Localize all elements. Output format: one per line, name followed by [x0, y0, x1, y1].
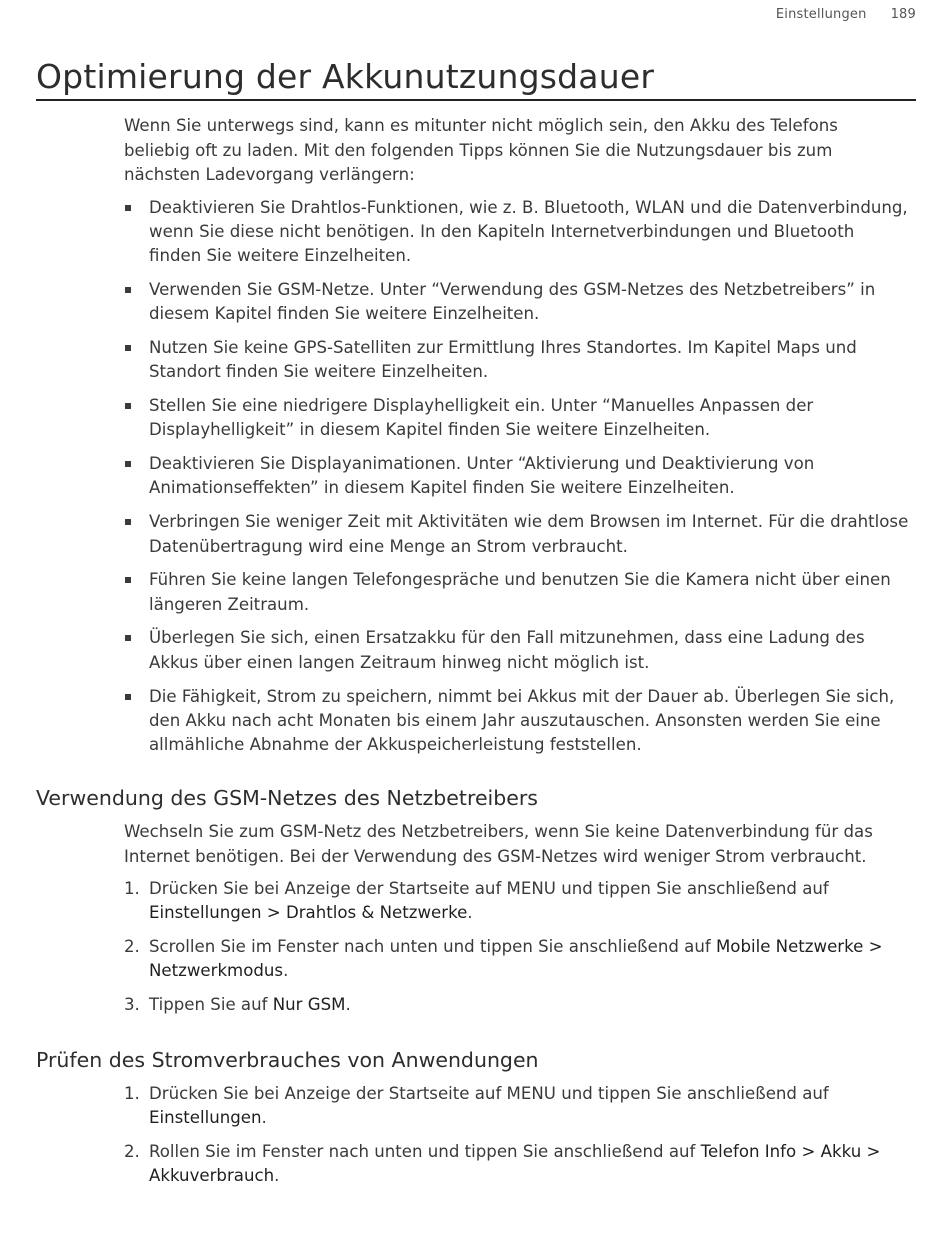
step-text: Tippen Sie auf	[149, 995, 273, 1015]
list-item	[124, 993, 909, 1017]
gsm-section-heading: Verwendung des GSM-Netzes des Netzbetreibers	[36, 786, 538, 810]
list-item	[124, 877, 909, 926]
power-usage-section	[0, 1046, 950, 1198]
bullet-icon	[125, 461, 131, 467]
menu-path: Mobile Netzwerke > Netzwerkmodus	[149, 937, 883, 981]
gsm-steps-list	[124, 877, 909, 1017]
gsm-intro-paragraph: Wechseln Sie zum GSM-Netz des Netzbetreibers, wenn Sie keine Datenverbindung für das Internet benötigen. Bei der Verwendung des GSM-Netzes wird weniger Strom verbraucht.	[124, 822, 873, 866]
step-number: 2.	[124, 937, 140, 957]
list-item	[124, 568, 909, 617]
tip-text: Verbringen Sie weniger Zeit mit Aktivitäten wie dem Browsen im Internet. Für die drahtlose Datenübertragung wird eine Menge an Strom verbraucht.	[149, 512, 909, 556]
tip-text: Nutzen Sie keine GPS-Satelliten zur Ermittlung Ihres Standortes. Im Kapitel Maps und Standort finden Sie weitere Einzelheiten.	[149, 337, 857, 382]
page-title: Optimierung der Akkunutzungsdauer	[36, 56, 916, 101]
power-steps-list	[124, 1082, 909, 1189]
page-header	[776, 7, 916, 22]
step-number: 2.	[124, 1142, 140, 1162]
step-text: Rollen Sie im Fenster nach unten und tippen Sie anschließend auf	[149, 1142, 701, 1162]
step-end: .	[283, 961, 289, 981]
step-number: 1.	[124, 1084, 140, 1103]
bullet-icon	[125, 635, 131, 641]
step-text: Drücken Sie bei Anzeige der Startseite auf MENU und tippen Sie anschließend auf	[149, 879, 829, 898]
list-item	[124, 336, 909, 385]
bullet-icon	[125, 205, 131, 211]
step-text: Drücken Sie bei Anzeige der Startseite auf MENU und tippen Sie anschließend auf	[149, 1084, 829, 1103]
bullet-icon	[125, 577, 131, 583]
step-end: .	[345, 995, 351, 1015]
bullet-icon	[125, 519, 131, 525]
tip-text: Die Fähigkeit, Strom zu speichern, nimmt bei Akkus mit der Dauer ab. Überlegen Sie sich, den Akku nach acht Monaten bis einem Jahr auszutauschen. Ansonsten werden Sie eine allmähliche Abnahme der Akkuspeicherleistung feststellen.	[149, 686, 895, 755]
tip-text: Deaktivieren Sie Displayanimationen. Unter “Aktivierung und Deaktivierung von Animationseffekten” in diesem Kapitel finden Sie weitere Einzelheiten.	[149, 454, 815, 498]
list-item	[124, 452, 909, 501]
tip-text: Überlegen Sie sich, einen Ersatzakku für den Fall mitzunehmen, dass eine Ladung des Akkus über einen langen Zeitraum hinweg nicht möglich ist.	[149, 628, 865, 672]
tips-list	[124, 196, 909, 758]
list-item	[124, 1140, 909, 1189]
tip-text: Deaktivieren Sie Drahtlos-Funktionen, wie z. B. Bluetooth, WLAN und die Datenverbindung, wenn Sie diese nicht benötigen. In den Kapiteln Internetverbindungen und Bluetooth finden Sie weitere Einzelheiten.	[149, 197, 908, 266]
bullet-icon	[125, 287, 131, 293]
tip-text: Führen Sie keine langen Telefongespräche und benutzen Sie die Kamera nicht über einen längeren Zeitraum.	[149, 570, 891, 614]
menu-path: Einstellungen	[149, 1108, 262, 1128]
bullet-icon	[125, 403, 131, 409]
menu-path: Einstellungen > Drahtlos & Netzwerke	[149, 903, 468, 923]
step-end: .	[261, 1108, 267, 1128]
step-text: Scrollen Sie im Fenster nach unten und tippen Sie anschließend auf	[149, 937, 716, 957]
list-item	[124, 510, 909, 559]
menu-path: Nur GSM	[272, 995, 346, 1015]
bullet-icon	[125, 345, 131, 351]
tip-text: Verwenden Sie GSM-Netze. Unter “Verwendung des GSM-Netzes des Netzbetreibers” in diesem Kapitel finden Sie weitere Einzelheiten.	[149, 279, 876, 324]
bullet-icon	[125, 694, 131, 700]
list-item	[124, 626, 909, 675]
battery-tips-section	[0, 114, 950, 767]
menu-path: Telefon Info > Akku > Akkuverbrauch	[149, 1142, 881, 1186]
running-header-section: Einstellungen	[775, 7, 867, 22]
page-number: 189	[890, 7, 916, 22]
intro-paragraph: Wenn Sie unterwegs sind, kann es mitunter nicht möglich sein, den Akku des Telefons beliebig oft zu laden. Mit den folgenden Tipps können Sie die Nutzungsdauer bis zum nächsten Ladevorgang verlängern:	[124, 116, 838, 184]
list-item	[124, 278, 909, 327]
step-number: 1.	[124, 879, 140, 898]
step-end: .	[274, 1166, 280, 1186]
step-end: .	[467, 903, 473, 923]
list-item	[124, 685, 909, 758]
gsm-network-section	[0, 784, 950, 1027]
list-item	[124, 935, 909, 984]
list-item	[124, 394, 909, 443]
list-item	[124, 196, 909, 269]
list-item	[124, 1082, 909, 1131]
power-section-heading: Prüfen des Stromverbrauches von Anwendungen	[36, 1048, 539, 1072]
tip-text: Stellen Sie eine niedrigere Displayhelligkeit ein. Unter “Manuelles Anpassen der Displayhelligkeit” in diesem Kapitel finden Sie weitere Einzelheiten.	[149, 396, 814, 440]
step-number: 3.	[124, 995, 140, 1015]
